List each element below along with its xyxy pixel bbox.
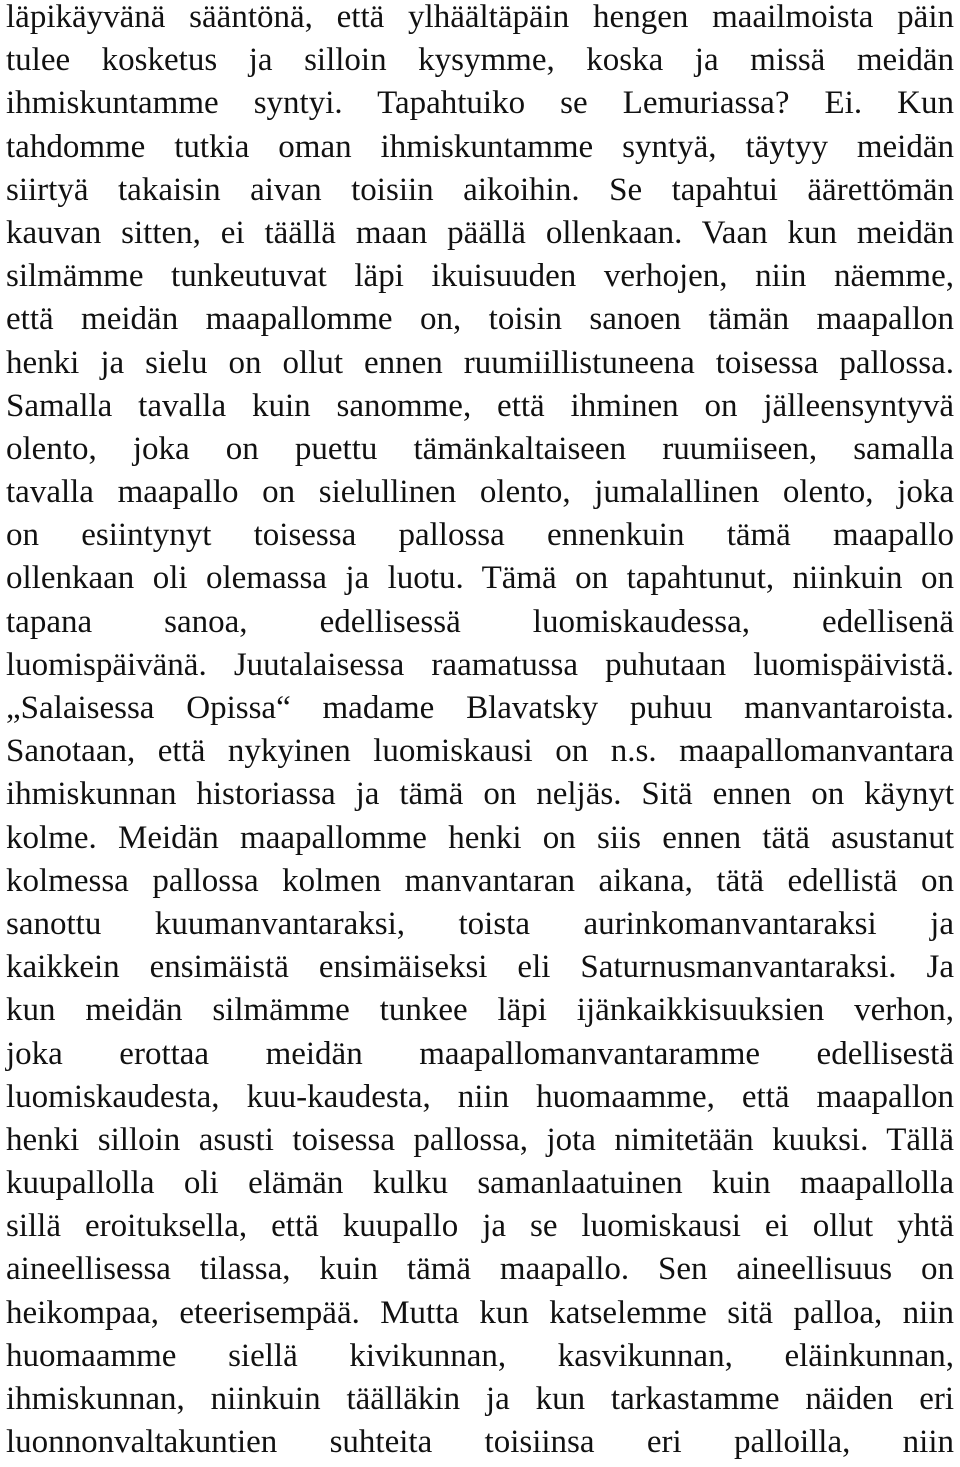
text-line: kaikkein ensimäistä ensimäiseksi eli Saturnusmanvantaraksi. Ja	[6, 949, 954, 986]
text-line: „Salaisessa Opissa“ madame Blavatsky puhuu manvantaroista.	[6, 690, 954, 726]
text-line: olento, joka on puettu tämänkaltaiseen ruumiiseen, samalla	[6, 430, 954, 467]
text-line: ollenkaan oli olemassa ja luotu. Tämä on tapahtunut, niinkuin on	[6, 560, 954, 597]
text-line: aineellisessa tilassa, kuin tämä maapallo. Sen aineellisuus on	[6, 1251, 954, 1288]
text-line: sillä eroituksella, että kuupallo ja se luomiskausi ei ollut yhtä	[6, 1208, 954, 1245]
text-line: huomaamme siellä kivikunnan, kasvikunnan, eläinkunnan,	[6, 1337, 954, 1374]
body-text	[6, 0, 954, 1464]
text-line: kuupallolla oli elämän kulku samanlaatuinen kuin maapallolla	[6, 1165, 954, 1202]
text-line: tahdomme tutkia oman ihmiskuntamme syntyä, täytyy meidän	[6, 128, 954, 165]
text-line: silmämme tunkeutuvat läpi ikuisuuden verhojen, niin näemme,	[6, 258, 954, 295]
text-line: tulee kosketus ja silloin kysymme, koska ja missä meidän	[6, 42, 954, 79]
text-line: joka erottaa meidän maapallomanvantaramme edellisestä	[6, 1035, 954, 1072]
text-line: kun meidän silmämme tunkee läpi ijänkaikkisuuksien verhon,	[6, 992, 954, 1029]
text-line: heikompaa, eteerisempää. Mutta kun katselemme sitä palloa, niin	[6, 1294, 954, 1331]
text-line: kolme. Meidän maapallomme henki on siis ennen tätä asustanut	[6, 819, 954, 856]
text-line: kolmessa pallossa kolmen manvantaran aikana, tätä edellistä on	[6, 862, 954, 899]
text-line: tapana sanoa, edellisessä luomiskaudessa, edellisenä	[6, 603, 954, 640]
text-line: luonnonvaltakuntien suhteita toisiinsa eri palloilla, niin	[6, 1424, 954, 1461]
text-line: läpikäyvänä sääntönä, että ylhäältäpäin hengen maailmoista päin	[6, 0, 954, 35]
text-line: Sanotaan, että nykyinen luomiskausi on n.s. maapallomanvantara	[6, 733, 954, 770]
text-line: luomispäivänä. Juutalaisessa raamatussa puhutaan luomispäivistä.	[6, 646, 954, 683]
text-line: Samalla tavalla kuin sanomme, että ihminen on jälleensyntyvä	[6, 387, 954, 424]
text-line: on esiintynyt toisessa pallossa ennenkuin tämä maapallo	[6, 517, 954, 554]
text-line: tavalla maapallo on sielullinen olento, jumalallinen olento, joka	[6, 474, 954, 511]
text-line: kauvan sitten, ei täällä maan päällä ollenkaan. Vaan kun meidän	[6, 214, 954, 251]
text-line: luomiskaudesta, kuu-kaudesta, niin huomaamme, että maapallon	[6, 1078, 954, 1115]
text-line: siirtyä takaisin aivan toisiin aikoihin. Se tapahtui äärettömän	[6, 171, 954, 208]
text-line: että meidän maapallomme on, toisin sanoen tämän maapallon	[6, 301, 954, 338]
text-line: ihmiskuntamme syntyi. Tapahtuiko se Lemuriassa? Ei. Kun	[6, 85, 954, 122]
text-line: sanottu kuumanvantaraksi, toista aurinkomanvantaraksi ja	[6, 905, 954, 942]
text-line: henki silloin asusti toisessa pallossa, jota nimitetään kuuksi. Tällä	[6, 1121, 954, 1158]
text-line: ihmiskunnan historiassa ja tämä on neljäs. Sitä ennen on käynyt	[6, 776, 954, 813]
text-line: henki ja sielu on ollut ennen ruumiillistuneena toisessa pallossa.	[6, 344, 954, 381]
text-line: ihmiskunnan, niinkuin täälläkin ja kun tarkastamme näiden eri	[6, 1381, 954, 1417]
